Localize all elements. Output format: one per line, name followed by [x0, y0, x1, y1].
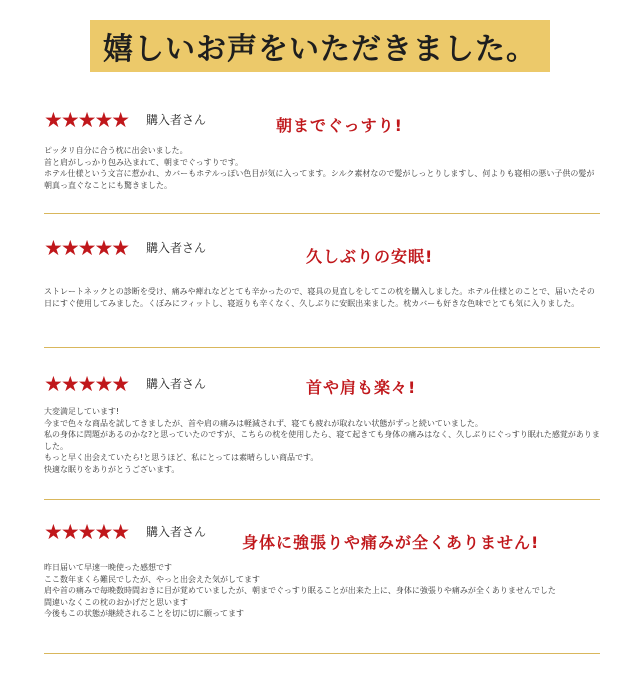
review-body	[44, 145, 600, 191]
review-card	[44, 108, 600, 214]
review-body	[44, 562, 600, 620]
divider	[44, 347, 600, 348]
review-line: 快適な眠りをありがとうございます。	[44, 464, 180, 474]
review-line: ここ数年まくら難民でしたが、やっと出会えた気がしてます	[44, 574, 260, 584]
review-line: 大変満足しています!	[44, 407, 120, 416]
reviewer-name: 購入者さん	[146, 241, 207, 255]
reviewer-name: 購入者さん	[146, 113, 207, 127]
divider	[44, 499, 600, 500]
review-header	[44, 520, 600, 550]
review-line: 昨日届いて早速一晩使った感想です	[44, 563, 172, 572]
banner-title: 嬉しいお声をいただきました。	[103, 32, 537, 67]
review-headline: 身体に強張りや痛みが全くありません!	[242, 533, 540, 552]
review-line: ピッタリ自分に合う枕に出会いました。	[44, 146, 188, 155]
divider	[44, 213, 600, 214]
reviewer-name: 購入者さん	[146, 377, 207, 391]
divider	[44, 653, 600, 654]
review-card	[44, 372, 600, 500]
review-header	[44, 372, 600, 402]
review-line: ホテル仕様という文言に惹かれ、カバーもホテルっぽい色目が気に入ってます。シルク素材なので髪がしっとりしますし、何よりも寝相の悪い子供の髪が朝真っ直ぐなことにも驚きました。	[44, 169, 595, 190]
review-line: ストレートネックとの診断を受け、痛みや痺れなどとても辛かったので、寝具の見直しをしてこの枕を購入しました。ホテル仕様とのことで、届いたその日にすぐ使用してみました。くぼみにフィットし、寝返りも辛くなく、久しぶりに安眠出来ました。枕カバーも好きな色味でとても気に入りました。	[44, 287, 595, 308]
review-headline: 首や肩も楽々!	[306, 378, 417, 397]
review-card	[44, 520, 600, 654]
review-line: 肩や首の痛みで毎晩数時間おきに目が覚めていましたが、朝までぐっすり眠ることが出来た上に、身体に強張りや痛みが全くありませんでした	[44, 586, 556, 595]
review-line: 私の身体に問題があるのかな?と思っていたのですが、こちらの枕を使用したら、寝て起きても身体の痛みはなく、久しぶりにぐっすり眠れた感覚がありました。	[44, 430, 600, 451]
reviewer-name: 購入者さん	[146, 525, 207, 539]
review-body	[44, 286, 600, 309]
review-body	[44, 406, 600, 475]
review-line: 首と肩がしっかり包み込まれて、朝までぐっすりです。	[44, 157, 244, 167]
review-line: もっと早く出会えていたら!と思うほど、私にとっては素晴らしい商品です。	[44, 453, 319, 462]
title-banner	[90, 20, 550, 72]
review-header	[44, 108, 600, 138]
review-line: 間違いなくこの枕のおかげだと思います	[44, 597, 188, 607]
review-header	[44, 236, 600, 266]
review-headline: 久しぶりの安眠!	[306, 247, 434, 266]
review-card	[44, 236, 600, 348]
review-line: 今まで色々な商品を試してきましたが、首や肩の痛みは軽減されず、寝ても疲れが取れない状態がずっと続いていました。	[44, 418, 483, 428]
star-rating: ★★★★★	[44, 236, 129, 260]
star-rating: ★★★★★	[44, 520, 129, 544]
review-headline: 朝までぐっすり!	[276, 116, 403, 135]
star-rating: ★★★★★	[44, 372, 129, 396]
star-rating: ★★★★★	[44, 108, 129, 132]
review-line: 今後もこの状態が継続されることを切に切に願ってます	[44, 609, 244, 618]
